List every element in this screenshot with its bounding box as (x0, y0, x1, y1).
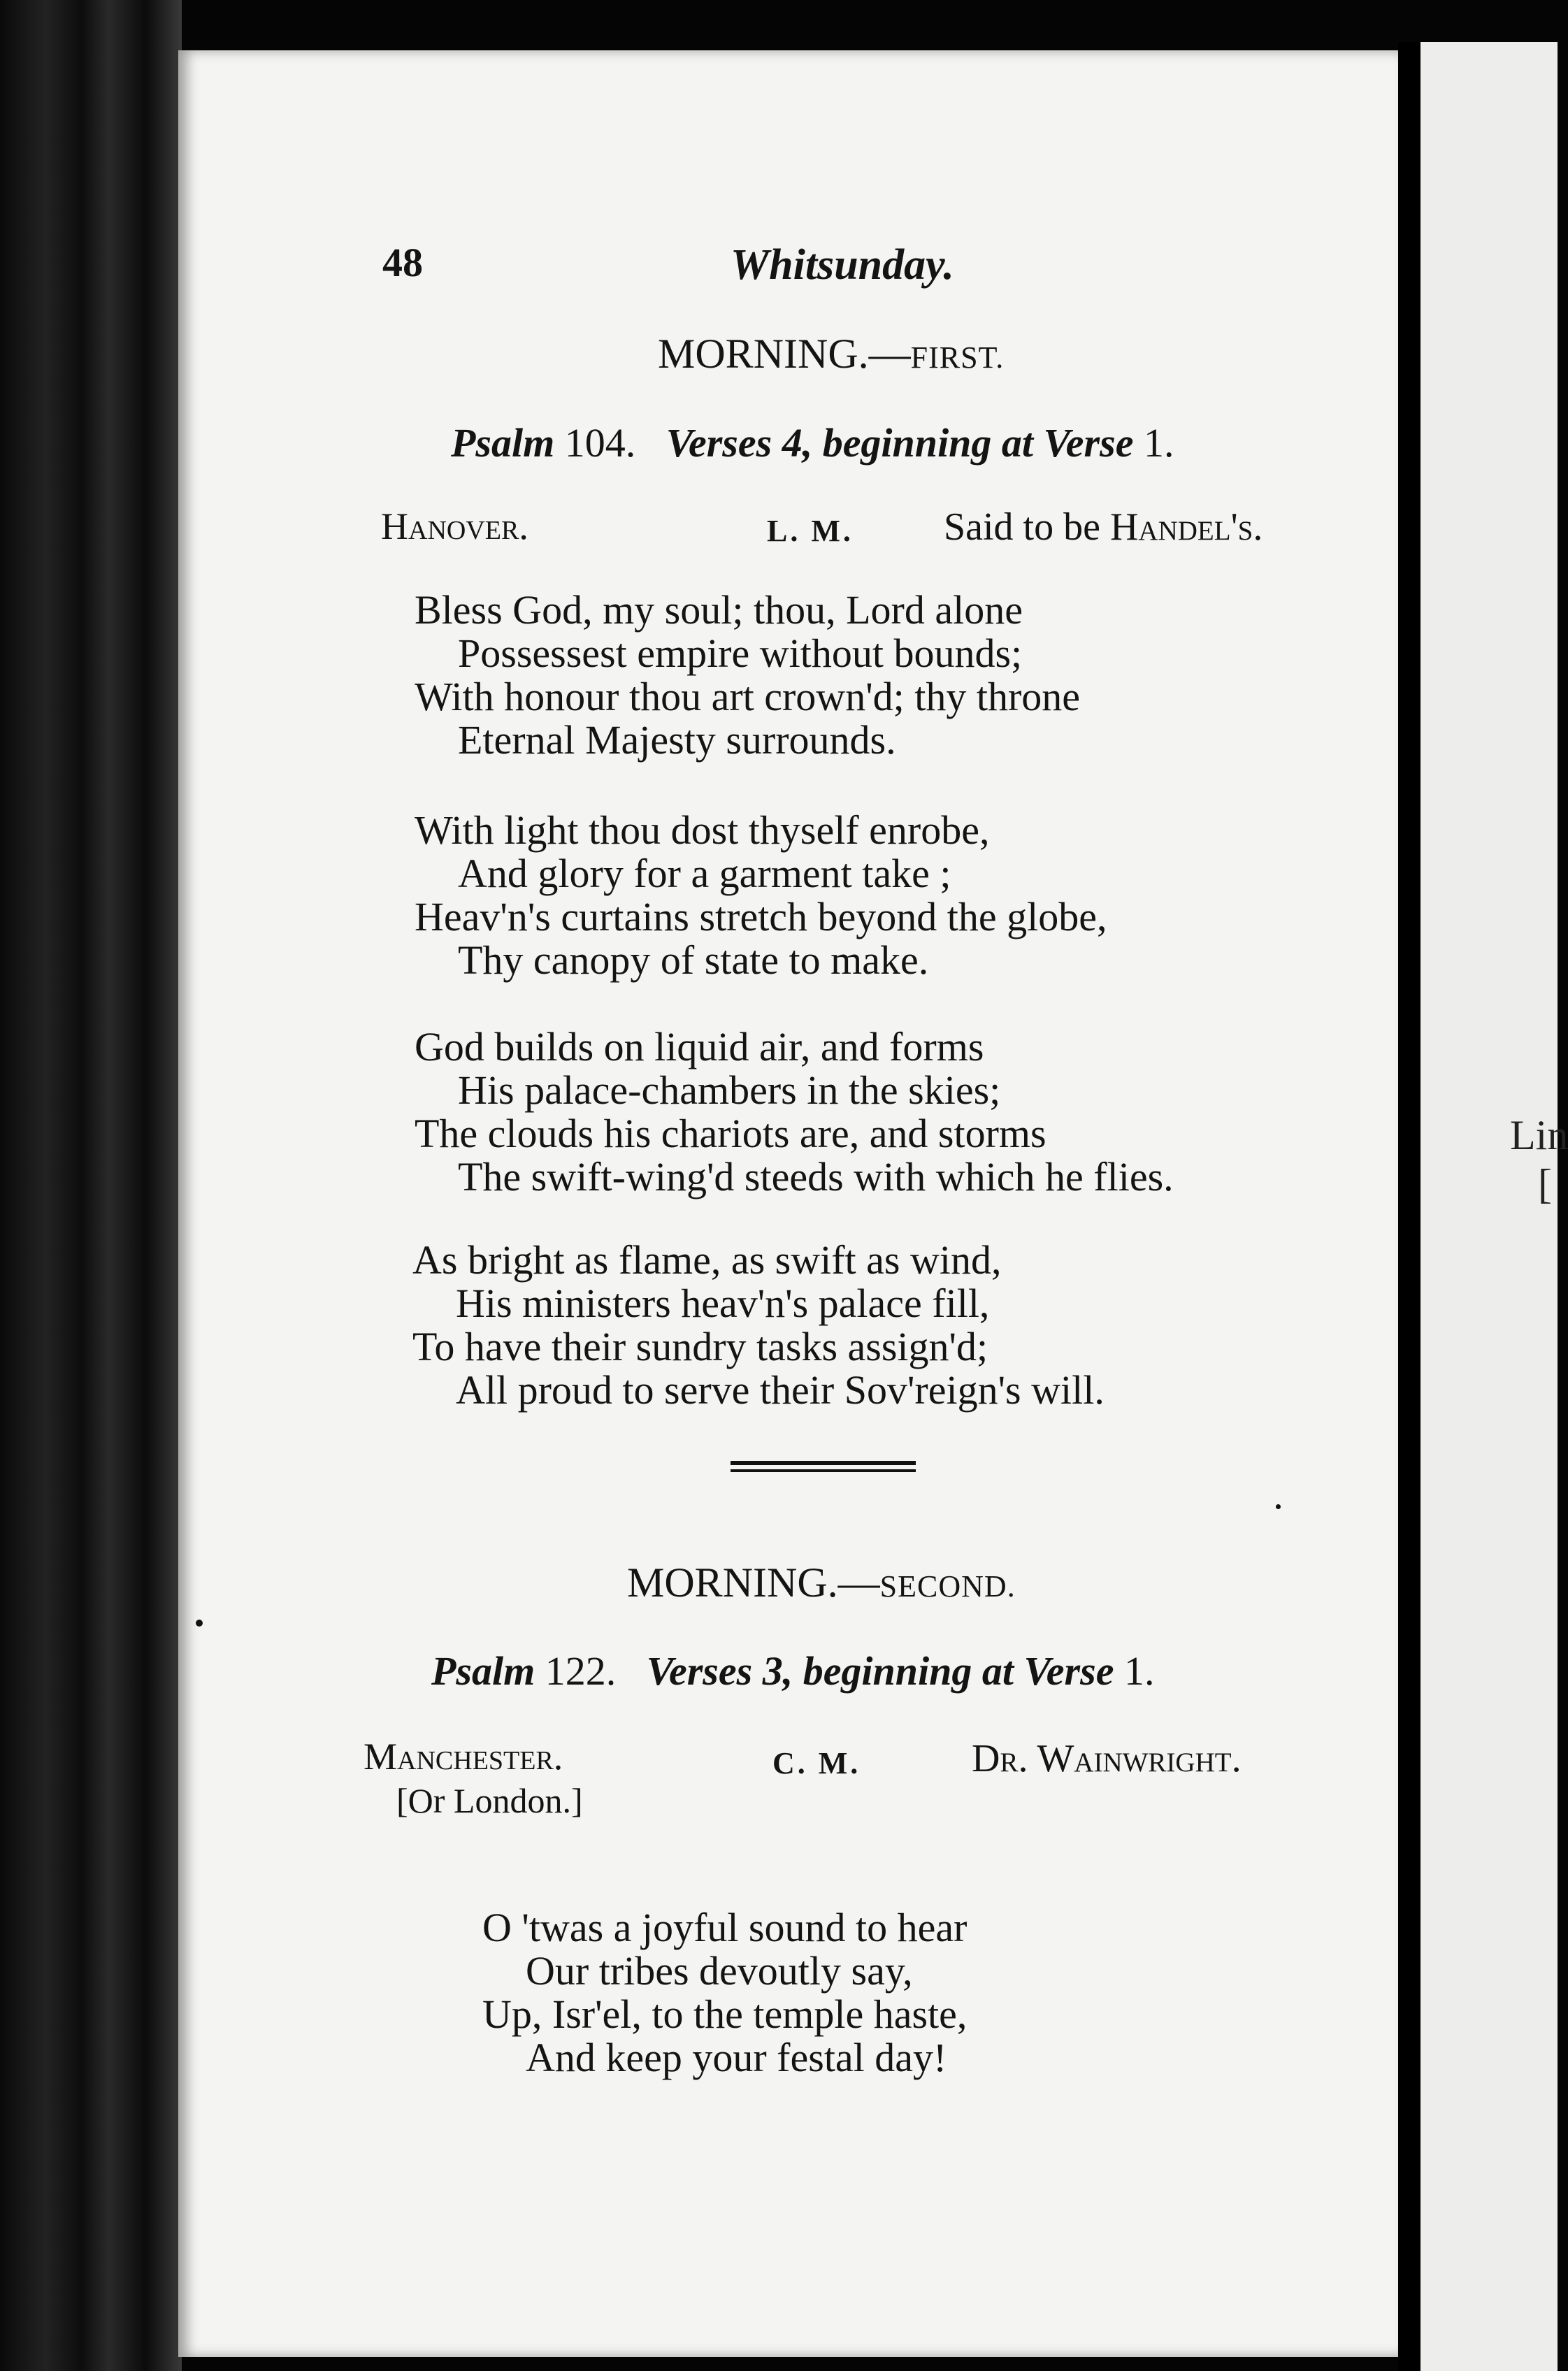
meter-second: C. M. (772, 1746, 861, 1780)
verse-line: With light thou dost thyself enrobe, (415, 807, 990, 853)
facing-page-text: [ (1538, 1161, 1552, 1207)
attribution-second: Dr. Wainwright. (972, 1737, 1242, 1780)
psalm-label: Psalm (451, 420, 555, 466)
verses-text: Verses 3, beginning at Verse (646, 1648, 1114, 1694)
verse-line: With honour thou art crown'd; thy throne (415, 674, 1081, 719)
page-number: 48 (382, 240, 423, 285)
psalm-number: 104. (564, 420, 636, 466)
verse-line: To have their sundry tasks assign'd; (412, 1324, 988, 1369)
verses-start: 1. (1143, 420, 1174, 466)
stanza-4 (412, 1239, 1105, 1412)
book-page (178, 50, 1398, 2357)
verse-line: As bright as flame, as swift as wind, (412, 1237, 1002, 1283)
section-heading-second (627, 1559, 1016, 1607)
verse-line: Eternal Majesty surrounds. (458, 717, 896, 763)
ink-speck (1276, 1504, 1281, 1509)
psalm-reference-first (451, 419, 1174, 466)
verse-line: Our tribes devoutly say, (526, 1948, 913, 1994)
facing-page-text: Lin (1510, 1112, 1568, 1158)
tune-alternate: [Or London.] (396, 1781, 583, 1820)
book-edge (0, 0, 182, 2371)
stanza-3 (415, 1025, 1174, 1199)
verse-line: All proud to serve their Sov'reign's will. (456, 1367, 1105, 1413)
heading-sub: FIRST. (910, 340, 1005, 375)
stanza-second (482, 1906, 967, 2080)
verse-line: And glory for a garment take ; (458, 851, 951, 896)
verse-line: Thy canopy of state to make. (458, 937, 929, 983)
attribution-first: Said to be Handel's. (944, 505, 1263, 549)
facing-page (1420, 42, 1568, 2371)
verses-text: Verses 4, beginning at Verse (666, 420, 1134, 466)
verse-line: Up, Isr'el, to the temple haste, (482, 1991, 968, 2037)
heading-main: MORNING.— (627, 1559, 880, 1606)
section-divider (731, 1469, 916, 1472)
meter-first: L. M. (767, 514, 854, 548)
stanza-2 (415, 809, 1107, 982)
heading-main: MORNING.— (658, 331, 911, 377)
psalm-number: 122. (545, 1648, 617, 1694)
section-divider (731, 1461, 916, 1465)
psalm-reference-second (431, 1648, 1154, 1694)
verse-line: Heav'n's curtains stretch beyond the globe, (415, 894, 1107, 939)
tune-name-first: Hanover. (381, 505, 528, 547)
psalm-label: Psalm (431, 1648, 535, 1694)
verse-line: Bless God, my soul; thou, Lord alone (415, 587, 1023, 633)
stanza-1 (415, 589, 1080, 762)
verse-line: The swift-wing'd steeds with which he flies. (458, 1154, 1174, 1199)
verse-line: O 'twas a joyful sound to hear (482, 1905, 968, 1950)
verse-line: And keep your festal day! (526, 2035, 947, 2080)
verse-line: His ministers heav'n's palace fill, (456, 1281, 990, 1326)
verse-line: The clouds his chariots are, and storms (415, 1111, 1046, 1156)
verse-line: Possessest empire without bounds; (458, 630, 1023, 676)
running-head: Whitsunday. (731, 241, 954, 289)
heading-sub: SECOND. (879, 1569, 1016, 1604)
verses-start: 1. (1123, 1648, 1155, 1694)
section-heading-first (658, 330, 1004, 378)
verse-line: God builds on liquid air, and forms (415, 1024, 984, 1069)
verse-line: His palace-chambers in the skies; (458, 1067, 1001, 1113)
ink-speck (196, 1620, 203, 1627)
page-gutter (1398, 42, 1420, 2371)
tune-name-second: Manchester. (364, 1736, 563, 1778)
